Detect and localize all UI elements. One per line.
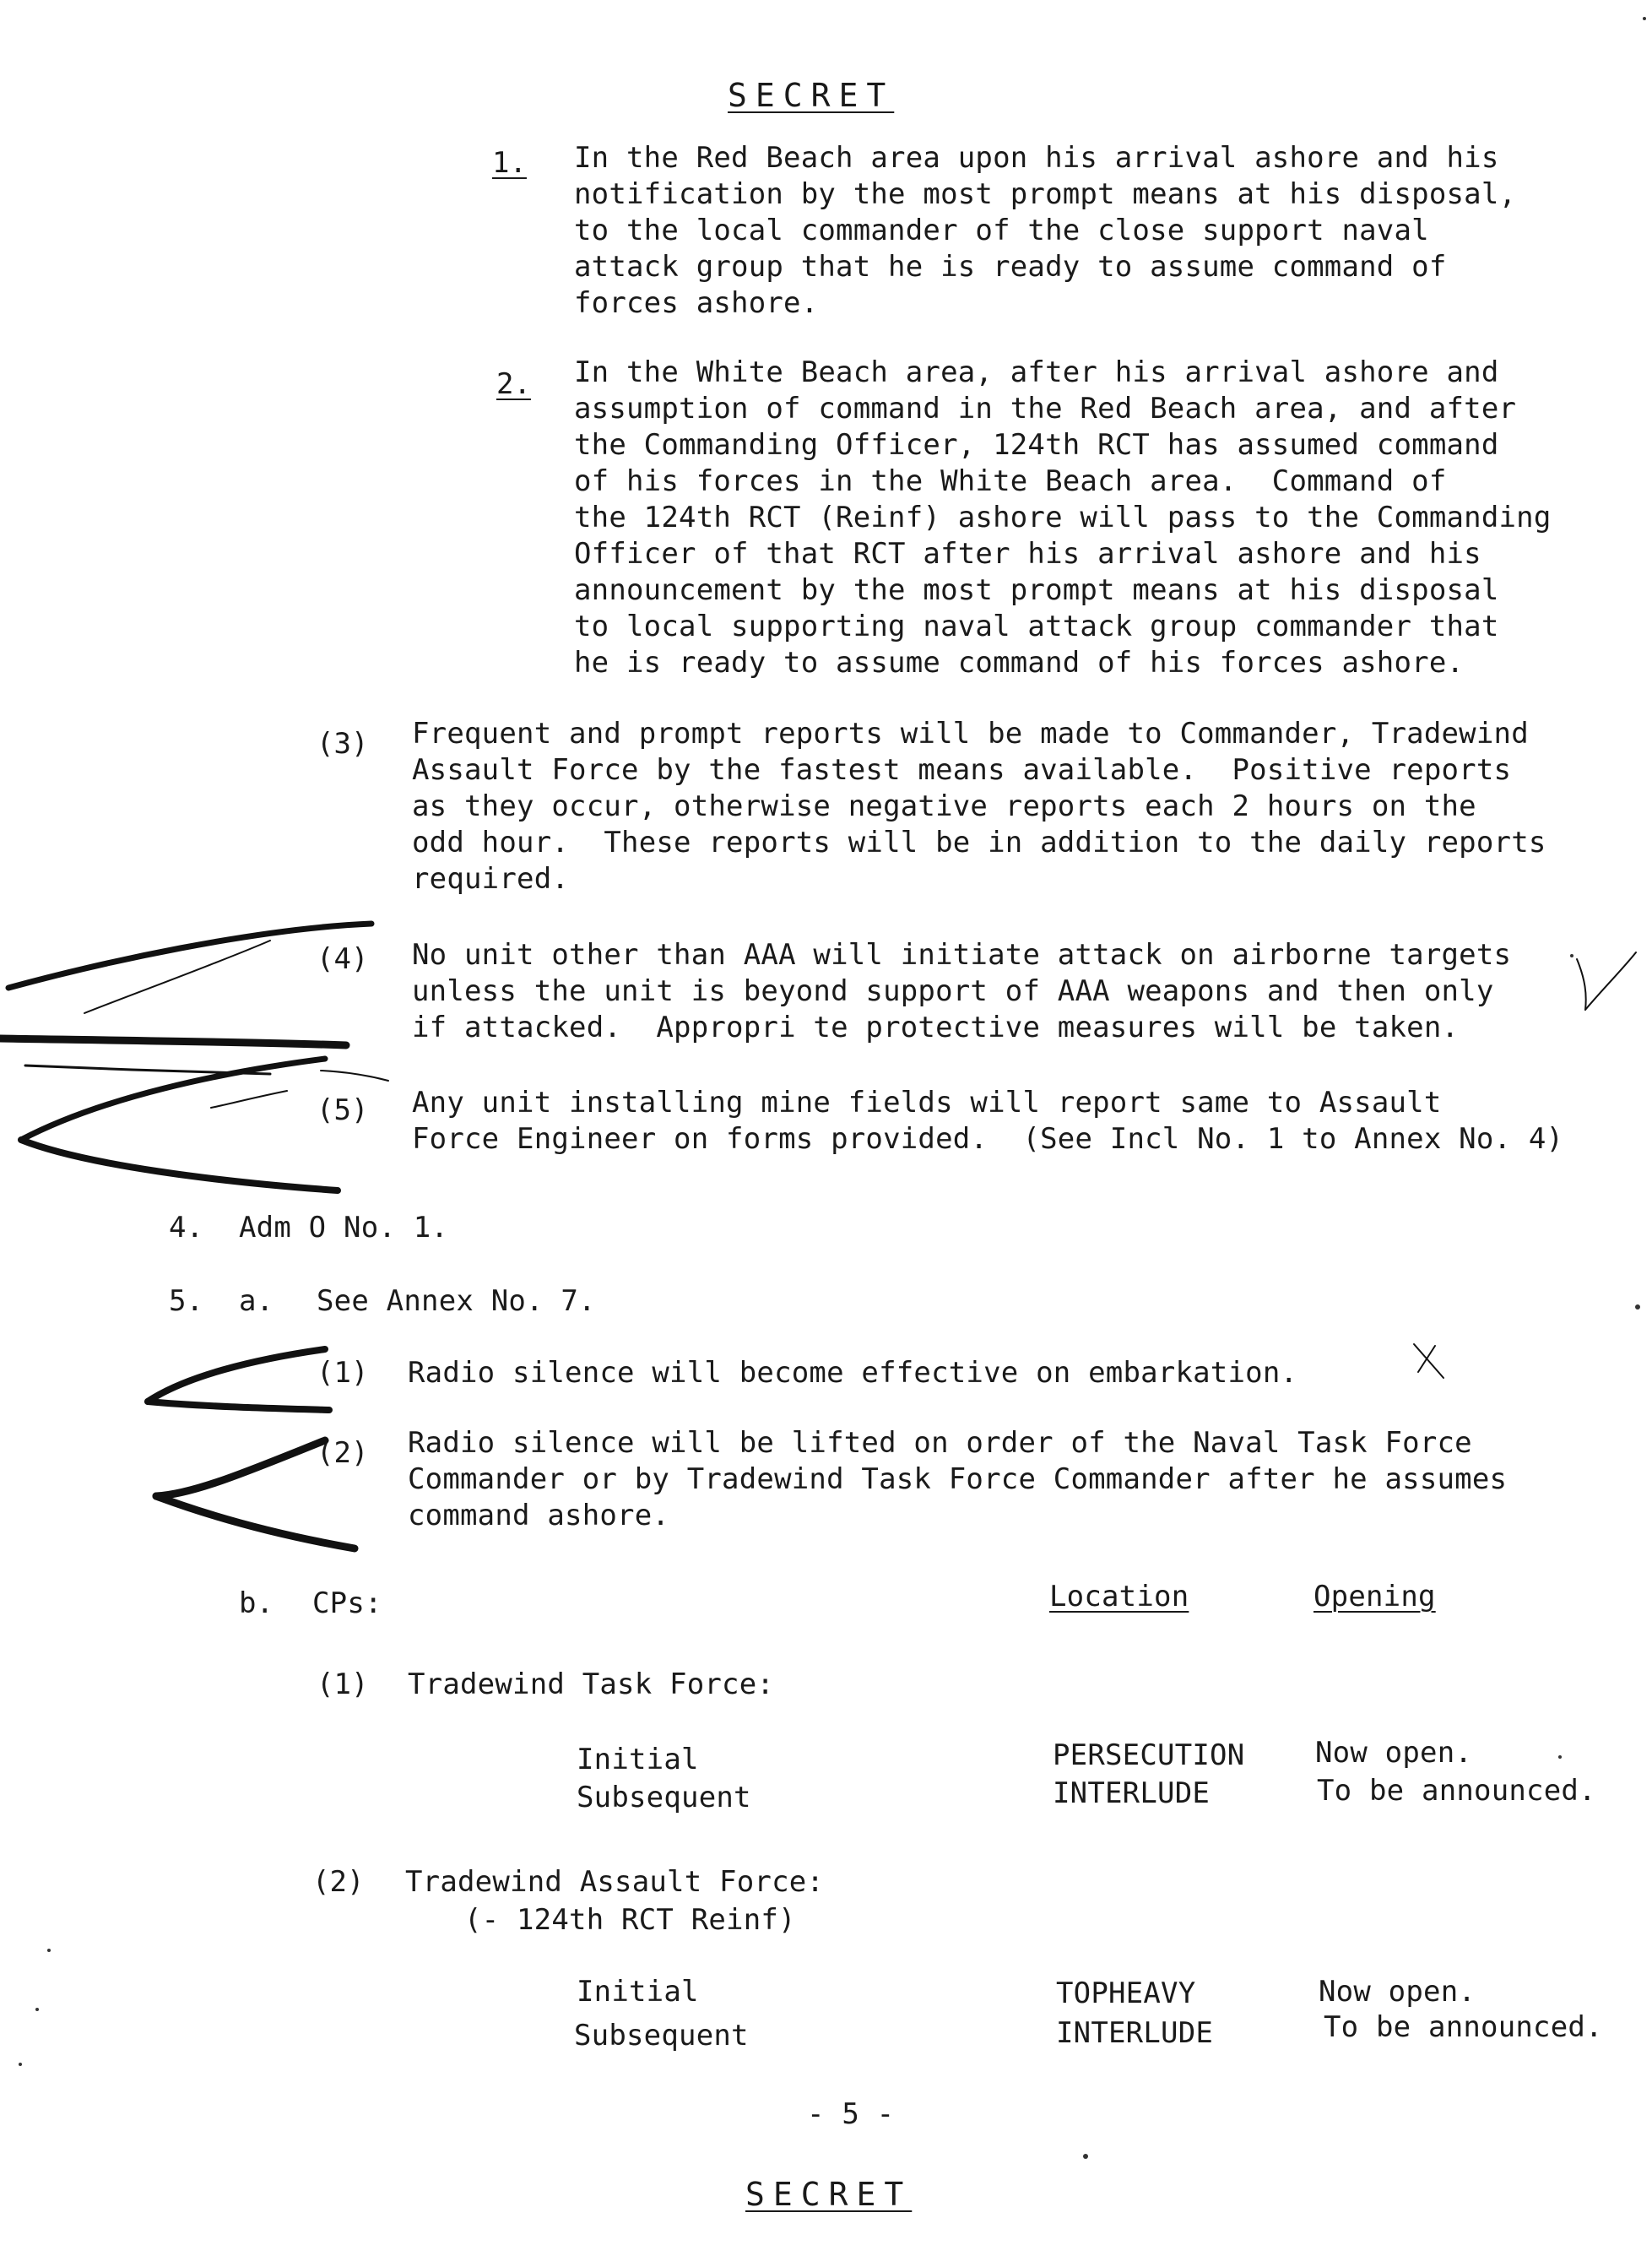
cp-group-number: (1) — [317, 1667, 369, 1701]
text-line: unless the unit is beyond support of AAA weapons and then only — [412, 974, 1494, 1008]
text-line: odd hour. These reports will be in addition to the daily reports — [412, 826, 1546, 859]
cp-phase: Initial — [577, 1743, 699, 1776]
cp-opening: Now open. — [1319, 1975, 1476, 2009]
subsection-label: a. — [239, 1284, 274, 1318]
speck — [1570, 954, 1573, 957]
subsection-a-text: See Annex No. 7. — [317, 1284, 596, 1318]
handwritten-stroke — [84, 941, 270, 1013]
handwritten-stroke — [21, 1059, 325, 1140]
cp-opening: To be announced. — [1317, 1774, 1596, 1808]
handwritten-stroke — [0, 1038, 346, 1045]
classification-header: SECRET — [728, 77, 895, 114]
text-line: Radio silence will be lifted on order of the Naval Task Force — [408, 1426, 1472, 1460]
cp-opening: To be announced. — [1324, 2010, 1603, 2044]
handwritten-stroke — [21, 1140, 338, 1190]
text-line: announcement by the most prompt means at his disposal — [574, 573, 1499, 607]
speck — [19, 2063, 22, 2066]
text-line: In the White Beach area, after his arrival ashore and — [574, 355, 1499, 389]
cp-location: PERSECUTION — [1053, 1738, 1245, 1772]
text-line: as they occur, otherwise negative reports each 2 hours on the — [412, 789, 1476, 823]
speck — [1643, 17, 1646, 20]
cp-group-number: (2) — [312, 1865, 365, 1899]
text-line: attack group that he is ready to assume command of — [574, 250, 1447, 284]
paragraph-number: (5) — [317, 1093, 369, 1127]
x-mark — [1414, 1344, 1443, 1378]
x-mark — [1418, 1346, 1435, 1372]
check-mark — [1577, 959, 1586, 1010]
speck — [35, 2008, 39, 2011]
text-line: Frequent and prompt reports will be made to Commander, Tradewind — [412, 717, 1529, 751]
cp-phase: Subsequent — [574, 2019, 749, 2052]
cps-title: CPs: — [312, 1586, 382, 1620]
text-line: In the Red Beach area upon his arrival ashore and his — [574, 141, 1499, 175]
text-line: notification by the most prompt means at his disposal, — [574, 177, 1517, 211]
speck — [1635, 1304, 1640, 1310]
section-number: 4. — [169, 1211, 203, 1245]
cp-phase: Subsequent — [577, 1781, 751, 1814]
paragraph-number: (3) — [317, 727, 369, 761]
text-line: Radio silence will become effective on embarkation. — [408, 1356, 1298, 1390]
handwritten-stroke — [148, 1349, 325, 1402]
paragraph-number: (2) — [317, 1436, 369, 1470]
speck — [1558, 1755, 1562, 1759]
cp-opening: Now open. — [1315, 1736, 1473, 1770]
text-line: command ashore. — [408, 1499, 670, 1532]
text-line: Officer of that RCT after his arrival ashore and his — [574, 537, 1481, 571]
cp-phase: Initial — [577, 1975, 699, 2009]
page-number: - 5 - — [807, 2097, 895, 2131]
section-number: 5. — [169, 1284, 203, 1318]
speck — [47, 1949, 51, 1952]
speck — [1083, 2154, 1088, 2159]
text-line: the 124th RCT (Reinf) ashore will pass to the Commanding — [574, 501, 1552, 534]
text-line: to the local commander of the close support naval — [574, 214, 1429, 247]
sub-item-number: 1. — [492, 146, 527, 180]
text-line: Commander or by Tradewind Task Force Commander after he assumes — [408, 1462, 1508, 1496]
handwritten-stroke — [156, 1440, 325, 1496]
cp-group-name: Tradewind Task Force: — [408, 1667, 775, 1701]
paragraph-number: (4) — [317, 942, 369, 976]
text-line: he is ready to assume command of his forces ashore. — [574, 646, 1465, 680]
text-line: Any unit installing mine fields will report same to Assault — [412, 1086, 1442, 1120]
paragraph-number: (1) — [317, 1356, 369, 1390]
text-line: Force Engineer on forms provided. (See Incl No. 1 to Annex No. 4) — [412, 1122, 1564, 1156]
text-line: the Commanding Officer, 124th RCT has assumed command — [574, 428, 1499, 462]
cp-group-subtitle: (- 124th RCT Reinf) — [464, 1903, 796, 1937]
cp-location: INTERLUDE — [1056, 2016, 1214, 2050]
cp-group-name: Tradewind Assault Force: — [405, 1865, 825, 1899]
sub-item-number: 2. — [496, 367, 531, 401]
column-header-opening: Opening — [1313, 1580, 1436, 1613]
text-line: required. — [412, 862, 570, 896]
handwritten-stroke — [156, 1496, 355, 1548]
handwritten-stroke — [211, 1091, 287, 1108]
handwritten-stroke — [148, 1402, 329, 1410]
classification-footer: SECRET — [745, 2176, 913, 2213]
subsection-label: b. — [239, 1586, 274, 1620]
column-header-location: Location — [1049, 1580, 1189, 1613]
text-line: forces ashore. — [574, 286, 819, 320]
check-mark — [1585, 952, 1636, 1010]
cp-location: TOPHEAVY — [1056, 1977, 1196, 2010]
text-line: if attacked. Appropri te protective measures will be taken. — [412, 1011, 1460, 1044]
text-line: of his forces in the White Beach area. Command of — [574, 464, 1447, 498]
handwritten-stroke — [25, 1066, 270, 1074]
section-4-text: Adm O No. 1. — [239, 1211, 449, 1245]
text-line: to local supporting naval attack group commander that — [574, 610, 1499, 643]
text-line: Assault Force by the fastest means available. Positive reports — [412, 753, 1512, 787]
text-line: assumption of command in the Red Beach area, and after — [574, 392, 1517, 426]
text-line: No unit other than AAA will initiate attack on airborne targets — [412, 938, 1512, 972]
cp-location: INTERLUDE — [1053, 1776, 1211, 1810]
handwritten-stroke — [321, 1071, 388, 1081]
